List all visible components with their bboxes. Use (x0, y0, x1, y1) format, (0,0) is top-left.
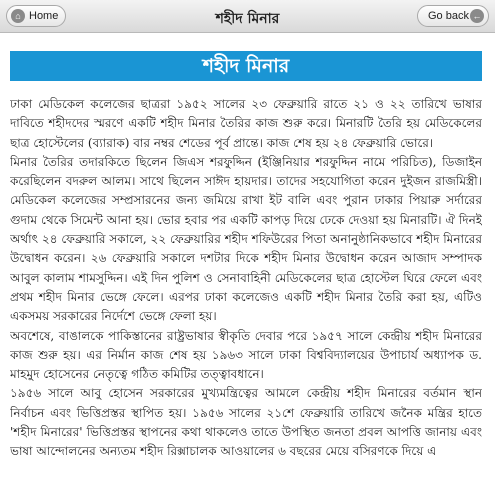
section-banner: শহীদ মিনার (10, 51, 482, 81)
article-paragraph-1: ঢাকা মেডিকেল কলেজের ছাত্ররা ১৯৫২ সালের ২৩ ফেব্রুয়ারি রাতে ২১ ও ২২ তারিখে ভাষার দাবিতে শহীদদের স্মরণে একটি শহীদ মিনার তৈরির কাজ শুরু করে। মিনারটি তৈরি হয় মেডিকেলের ছাত্র হোস্টেলের (ব্যারাক) বার নম্বর শেডের পূর্ব প্রান্তে। কাজ শেষ হয় ২৪ ফেব্রুয়ারি ভোরে। (10, 97, 482, 150)
back-arrow-icon: ← (470, 9, 484, 23)
article-paragraph-2: মিনার তৈরির তদারকিতে ছিলেন জিএস শরফুদ্দিন (ইঞ্জিনিয়ার শরফুদ্দিন নামে পরিচিত), ডিজাইন করেছিলেন বদরুল আলম। সাথে ছিলেন সাঈদ হায়দার। তাদের সহযোগিতা করেন দুইজন রাজমিস্ত্রী। মেডিকেল কলেজের সম্প্রসারনের জন্য জমিয়ে রাখা ইট বালি এবং পুরান ঢাকার পিয়ারু সর্দারের গুদাম থেকে সিমেন্ট আনা হয়। ভোর হবার পর একটি কাপড় দিয়ে ঢেকে দেওয়া হয় মিনারটি। ঐ দিনই অর্থাৎ ২৪ ফেব্রুয়ারি সকালে, ২২ ফেব্রুয়ারির শহীদ শফিউরের পিতা অনানুষ্ঠানিকভাবে শহীদ মিনারের উদ্বোধন করেন। ২৬ ফেব্রুয়ারি সকালে দশটার দিকে শহীদ মিনার উদ্বোধন করেন আজাদ সম্পাদক আবুল কালাম শামসুদ্দিন। এই দিন পুলিশ ও সেনাবাহিনী মেডিকেলের ছাত্র হোস্টেল ঘিরে ফেলে এবং প্রথম শহীদ মিনার ভেঙ্গে ফেলে। এরপর ঢাকা কলেজেও একটি শহীদ মিনার তৈরি করা হয়, এটিও একসময় সরকারের নির্দেশে ভেঙ্গে ফেলা হয়। (10, 154, 482, 324)
back-button[interactable] (417, 5, 489, 27)
article-paragraph-3: অবশেষে, বাঙালকে পাকিস্তানের রাষ্ট্রভাষার স্বীকৃতি দেবার পরে ১৯৫৭ সালে কেন্দ্রীয় শহীদ মিনারের কাজ শুরু হয়। এর নির্মান কাজ শেষ হয় ১৯৬৩ সালে ঢাকা বিশ্ববিদ্যালয়ের উপাচার্য অধ্যাপক ড. মাহমুদ হোসেনের নেতৃত্বে গঠিত কমিটির তত্ত্বাবধানে। (10, 328, 482, 382)
page-title: শহীদ মিনার (215, 11, 280, 27)
home-icon: ⌂ (11, 9, 25, 23)
back-button-label: Go back (428, 10, 469, 22)
article-paragraph-4: ১৯৫৬ সালে আবু হোসেন সরকারের মুখ্যমন্ত্রিত্বের আমলে কেন্দ্রীয় শহীদ মিনারের বর্তমান স্থান নির্বাচন এবং ভিত্তিপ্রস্তর স্থাপিত হয়। ১৯৫৬ সালের ২১শে ফেব্রুয়ারি তারিখে জনৈক মন্ত্রির হাতে 'শহীদ মিনারের' ভিত্তিপ্রস্তর স্থাপনের কথা থাকলেও তাতে উপস্থিত জনতা প্রবল আপত্তি জানায় এবং ভাষা আন্দোলনের অন্যতম শহীদ রিক্সাচালক আওয়ালের ৬ বছরের মেয়ে বসিরণকে দিয়ে এ (10, 386, 482, 459)
article-body (10, 95, 482, 480)
home-button-label: Home (29, 10, 59, 22)
top-toolbar (0, 0, 495, 33)
